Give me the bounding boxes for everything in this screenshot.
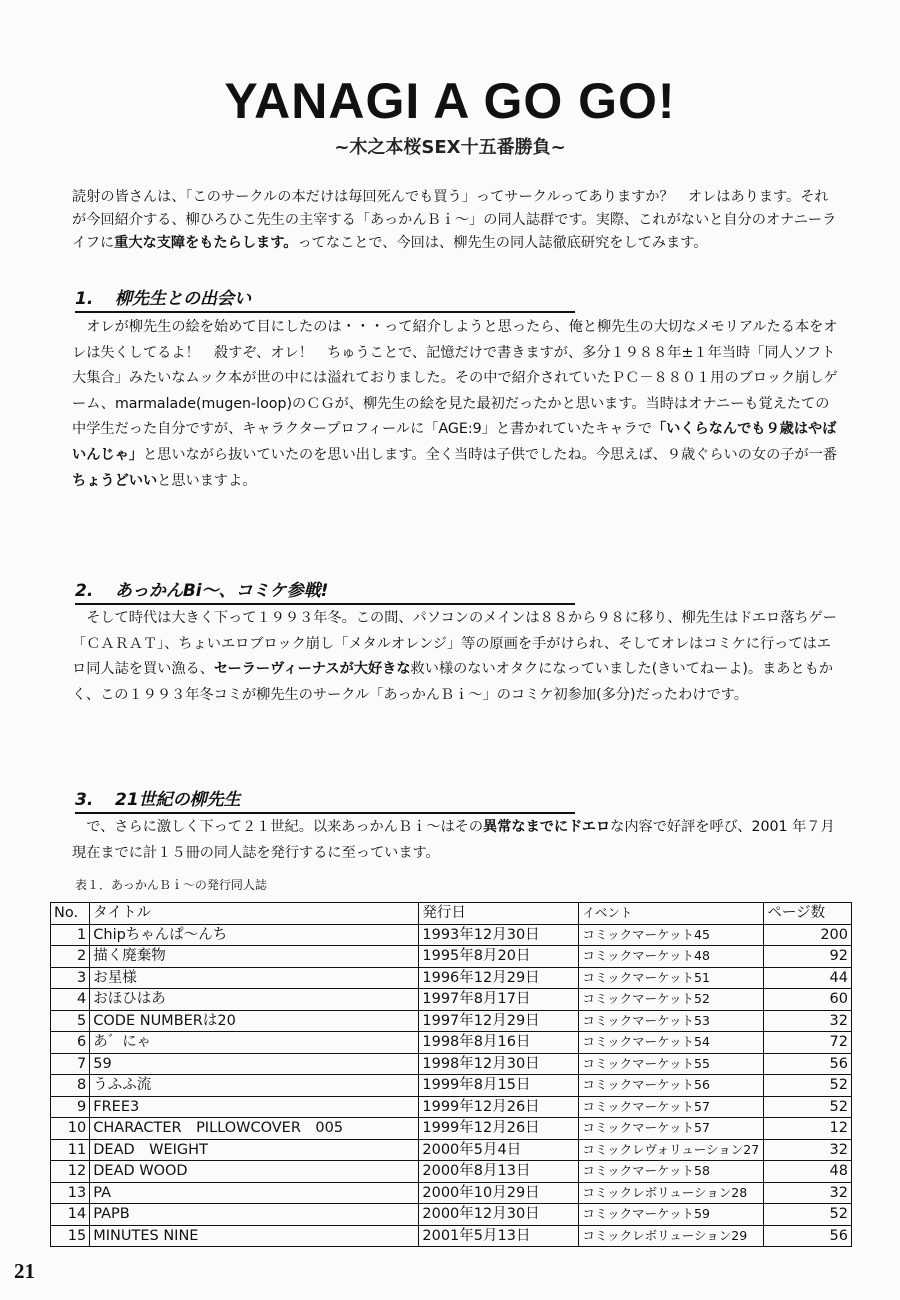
table-row (51, 989, 852, 1011)
cell-no: 15 (51, 1225, 90, 1247)
cell-date: 2001年5月13日 (419, 1225, 579, 1247)
cell-event: コミックマーケット59 (579, 1204, 764, 1226)
cell-pages: 52 (764, 1075, 852, 1097)
table-row (51, 1139, 852, 1161)
emphasis: ちょうどいい (72, 472, 158, 489)
cell-pages: 92 (764, 946, 852, 968)
header-title: タイトル (90, 903, 419, 925)
header-no: No. (51, 903, 90, 925)
cell-pages: 44 (764, 967, 852, 989)
page-subtitle: ~木之本桜SEX十五番勝負~ (334, 137, 566, 158)
cell-pages: 52 (764, 1096, 852, 1118)
cell-pages: 52 (764, 1204, 852, 1226)
cell-no: 14 (51, 1204, 90, 1226)
cell-date: 1997年12月29日 (419, 1010, 579, 1032)
cell-no: 11 (51, 1139, 90, 1161)
cell-date: 1993年12月30日 (419, 924, 579, 946)
cell-title: FREE3 (90, 1096, 419, 1118)
cell-event: コミックマーケット54 (579, 1032, 764, 1054)
cell-date: 1998年8月16日 (419, 1032, 579, 1054)
section-1-heading: 1. 柳先生との出会い (75, 284, 575, 313)
table-row (51, 1204, 852, 1226)
cell-date: 2000年10月29日 (419, 1182, 579, 1204)
cell-title: 59 (90, 1053, 419, 1075)
cell-event: コミックレボリューション28 (579, 1182, 764, 1204)
cell-date: 1999年8月15日 (419, 1075, 579, 1097)
cell-title: うふふ流 (90, 1075, 419, 1097)
table-row (51, 1010, 852, 1032)
table-row (51, 924, 852, 946)
cell-date: 1999年12月26日 (419, 1118, 579, 1140)
table-row (51, 1118, 852, 1140)
table-row (51, 1225, 852, 1247)
cell-event: コミックマーケット55 (579, 1053, 764, 1075)
table-caption: 表１．あっかんＢｉ～の発行同人誌 (75, 878, 267, 892)
table-row (51, 1182, 852, 1204)
cell-no: 9 (51, 1096, 90, 1118)
header-date: 発行日 (419, 903, 579, 925)
emphasis: 異常なまでにドエロ (483, 819, 611, 835)
cell-date: 1999年12月26日 (419, 1096, 579, 1118)
cell-event: コミックマーケット52 (579, 989, 764, 1011)
cell-event: コミックマーケット48 (579, 946, 764, 968)
section-3-heading: 3. 21世紀の柳先生 (75, 785, 575, 814)
cell-no: 4 (51, 989, 90, 1011)
cell-pages: 56 (764, 1225, 852, 1247)
header-pages: ページ数 (764, 903, 852, 925)
cell-title: おほひはあ (90, 989, 419, 1011)
table-row (51, 1161, 852, 1183)
cell-no: 3 (51, 967, 90, 989)
cell-event: コミックレボリューション29 (579, 1225, 764, 1247)
header-event: イベント (579, 903, 764, 925)
table-row (51, 1075, 852, 1097)
cell-title: CODE NUMBERは20 (90, 1010, 419, 1032)
cell-date: 1995年8月20日 (419, 946, 579, 968)
cell-date: 1998年12月30日 (419, 1053, 579, 1075)
intro-paragraph: 読射の皆さんは、「このサークルの本だけは毎回死んでも買う」ってサークルってありますか？ オレはあります。それが今回紹介する、柳ひろひこ先生の主宰する「あっかんＢｉ～」の同人誌群です。実際、これがないと自分のオナニーライフに重大な支障をもたらします。ってなことで、今回は、柳先生の同人誌徹底研究をしてみます。 (72, 189, 837, 251)
cell-pages: 72 (764, 1032, 852, 1054)
cell-title: 描く廃棄物 (90, 946, 419, 968)
cell-pages: 32 (764, 1182, 852, 1204)
cell-title: DEAD WEIGHT (90, 1139, 419, 1161)
cell-no: 12 (51, 1161, 90, 1183)
table-row (51, 1096, 852, 1118)
table-header-row (51, 903, 852, 925)
cell-event: コミックマーケット53 (579, 1010, 764, 1032)
cell-title: あ゛にゃ (90, 1032, 419, 1054)
cell-event: コミックマーケット58 (579, 1161, 764, 1183)
cell-event: コミックマーケット57 (579, 1118, 764, 1140)
cell-event: コミックマーケット56 (579, 1075, 764, 1097)
table-row (51, 946, 852, 968)
cell-pages: 48 (764, 1161, 852, 1183)
publications-table (50, 902, 852, 1247)
emphasis: セーラーヴィーナスが大好きな (213, 661, 411, 678)
cell-pages: 32 (764, 1139, 852, 1161)
cell-pages: 200 (764, 924, 852, 946)
section-3-body: で、さらに激しく下って２１世紀。以来あっかんＢｉ～はその異常なまでにドエロな内容で好評を呼び、2001 年７月現在までに計１５冊の同人誌を発行するに至っています。 (72, 819, 835, 861)
section-1-body: オレが柳先生の絵を始めて目にしたのは・・・って紹介しようと思ったら、俺と柳先生の大切なメモリアルたる本をオレは失くしてるよ！ 殺すぞ、オレ！ ちゅうことで、記憶だけで書きますが、多分１９８８年±１年当時「同人ソフト大集合」みたいなムック本が世の中には溢れておりました。その中で紹介されていたＰＣ－８８０１用のブロック崩しゲーム、marmalade(mugen-loop)のＣＧが、柳先生の絵を見た最初だったかと思います。当時はオナニーも覚えたての中学生だった自分ですが、キャラクタープロフィールに「AGE:9」と書かれていたキャラで「いくらなんでも９歳はやばいんじゃ」と思いながら抜いていたのを思い出します。全く当時は子供でしたね。今思えば、９歳ぐらいの女の子が一番ちょうどいいと思いますよ。 (72, 319, 838, 489)
table-row (51, 1032, 852, 1054)
cell-pages: 12 (764, 1118, 852, 1140)
cell-title: DEAD WOOD (90, 1161, 419, 1183)
emphasis: 重大な支障をもたらします。 (114, 235, 298, 251)
cell-title: お星様 (90, 967, 419, 989)
cell-no: 1 (51, 924, 90, 946)
cell-event: コミックマーケット51 (579, 967, 764, 989)
cell-no: 2 (51, 946, 90, 968)
cell-pages: 32 (764, 1010, 852, 1032)
page-number: 21 (14, 1259, 35, 1283)
page-title: YANAGI A GO GO! (224, 73, 676, 129)
table-row (51, 1053, 852, 1075)
cell-date: 2000年8月13日 (419, 1161, 579, 1183)
cell-title: Chipちゃんぱ～んち (90, 924, 419, 946)
cell-date: 1996年12月29日 (419, 967, 579, 989)
cell-date: 2000年5月4日 (419, 1139, 579, 1161)
section-2-body: そして時代は大きく下って１９９３年冬。この間、パソコンのメインは８８から９８に移り、柳先生はドエロ落ちゲー「ＣＡＲＡＴ」、ちょいエロブロック崩し「メタルオレンジ」等の原画を手がけられ、そしてオレはコミケに行ってはエロ同人誌を買い漁る、セーラーヴィーナスが大好きな救い様のないオタクになっていました(きいてねーよ)。まあともかく、この１９９３年冬コミが柳先生のサークル「あっかんＢｉ～」のコミケ初参加(多分)だったわけです。 (72, 610, 837, 703)
cell-title: PAPB (90, 1204, 419, 1226)
cell-no: 13 (51, 1182, 90, 1204)
cell-pages: 60 (764, 989, 852, 1011)
cell-date: 2000年12月30日 (419, 1204, 579, 1226)
cell-event: コミックマーケット57 (579, 1096, 764, 1118)
cell-no: 7 (51, 1053, 90, 1075)
cell-no: 6 (51, 1032, 90, 1054)
section-2-heading: 2. あっかんBi～、コミケ参戦! (75, 576, 575, 605)
cell-title: MINUTES NINE (90, 1225, 419, 1247)
cell-title: CHARACTER PILLOWCOVER 005 (90, 1118, 419, 1140)
table-row (51, 967, 852, 989)
cell-date: 1997年8月17日 (419, 989, 579, 1011)
cell-no: 10 (51, 1118, 90, 1140)
cell-no: 5 (51, 1010, 90, 1032)
cell-event: コミックマーケット45 (579, 924, 764, 946)
emphasis: 「いくらなんでも９歳はやばいんじゃ」 (72, 421, 837, 463)
cell-event: コミックレヴォリューション27 (579, 1139, 764, 1161)
cell-no: 8 (51, 1075, 90, 1097)
cell-pages: 56 (764, 1053, 852, 1075)
cell-title: PA (90, 1182, 419, 1204)
